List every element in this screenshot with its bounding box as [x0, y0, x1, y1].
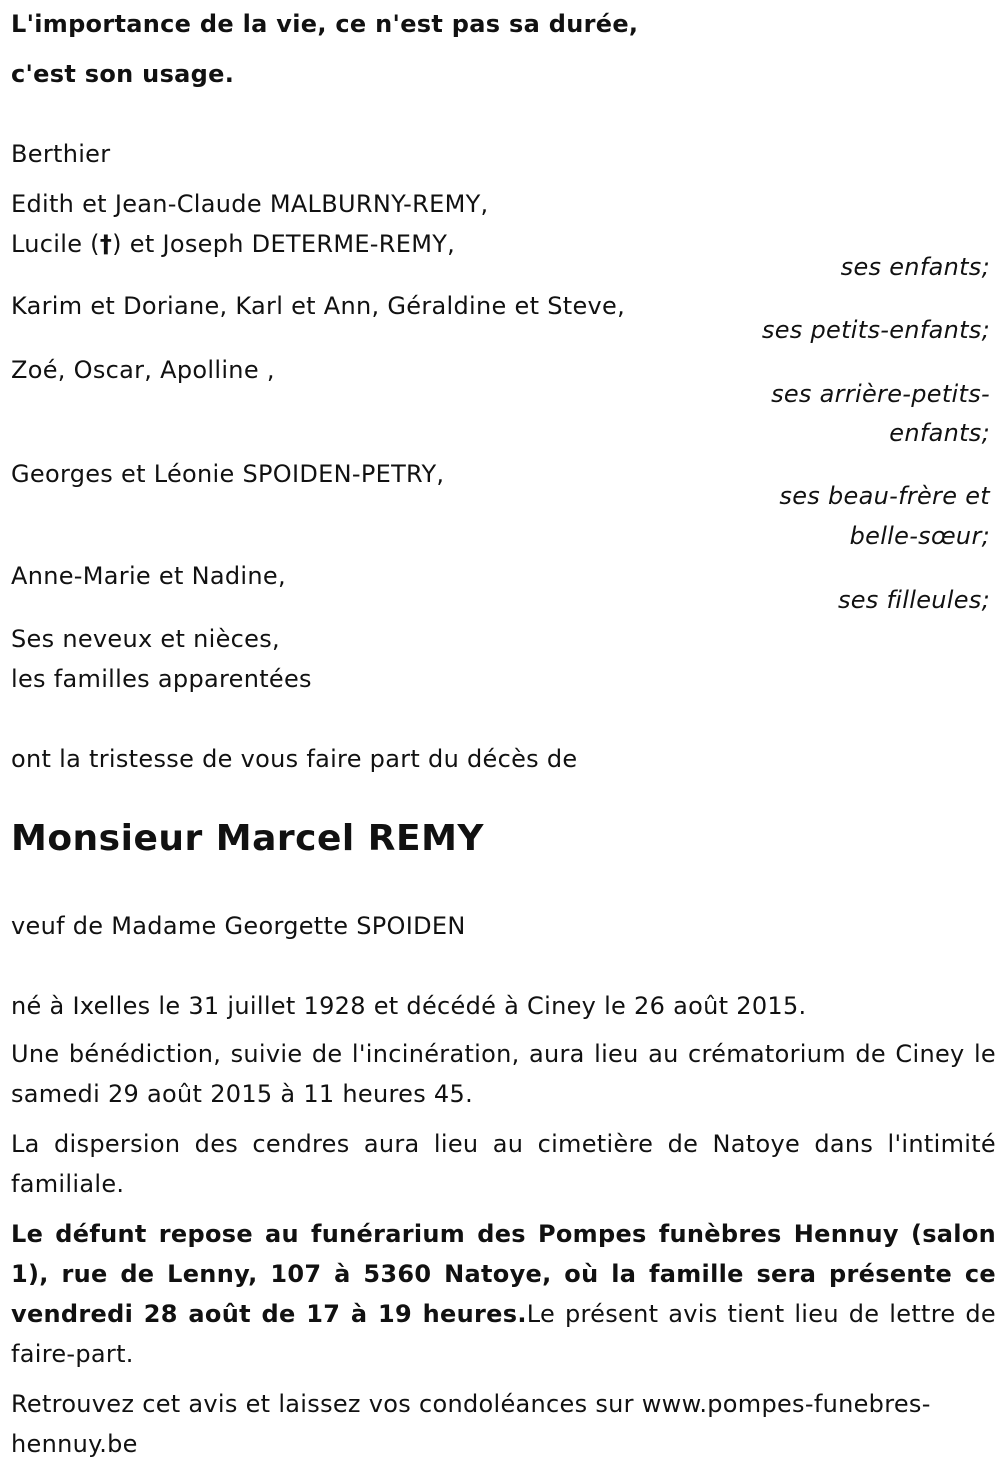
- epigraph-line-1: L'importance de la vie, ce n'est pas sa durée,: [11, 10, 639, 38]
- children-line-2-post: ) et Joseph DETERME-REMY,: [112, 230, 456, 258]
- nephews-nieces: Ses neveux et nièces,: [11, 625, 280, 653]
- great-grandchildren-role-2: enfants;: [889, 419, 990, 447]
- children-role: ses enfants;: [840, 253, 990, 281]
- children-line-2: [11, 230, 455, 258]
- funeral-home-info: [11, 1214, 996, 1374]
- in-laws-role-1: ses beau-frère et: [779, 482, 990, 510]
- in-laws: Georges et Léonie SPOIDEN-PETRY,: [11, 460, 445, 488]
- great-grandchildren: Zoé, Oscar, Apolline ,: [11, 356, 275, 384]
- notice-replaces-letter: Le présent avis tient lieu de lettre de faire-part.: [11, 1300, 996, 1368]
- cross-icon: †: [99, 230, 113, 258]
- in-laws-role-2: belle-sœur;: [849, 522, 990, 550]
- widower-of: veuf de Madame Georgette SPOIDEN: [11, 912, 466, 940]
- grandchildren-role: ses petits-enfants;: [761, 316, 990, 344]
- children-line-2-pre: Lucile (: [11, 230, 100, 258]
- epigraph-line-2: c'est son usage.: [11, 60, 235, 88]
- children-line-1: Edith et Jean-Claude MALBURNY-REMY,: [11, 190, 489, 218]
- grandchildren: Karim et Doriane, Karl et Ann, Géraldine et Steve,: [11, 292, 626, 320]
- family-place: Berthier: [11, 140, 111, 168]
- ash-dispersion-info: La dispersion des cendres aura lieu au cimetière de Natoye dans l'intimité familiale.: [11, 1130, 996, 1198]
- ceremony-info: Une bénédiction, suivie de l'incinération, aura lieu au crématorium de Ciney le samedi 29 août 2015 à 11 heures 45.: [11, 1040, 996, 1108]
- great-grandchildren-role-1: ses arrière-petits-: [771, 380, 990, 408]
- announcement-text: ont la tristesse de vous faire part du décès de: [11, 745, 578, 773]
- condolences-info: Retrouvez cet avis et laissez vos condoléances sur www.pompes-funebres-hennuy.be: [11, 1390, 931, 1458]
- funeral-home-bold: Le défunt repose au funérarium des Pompes funèbres Hennuy (salon 1), rue de Lenny, 107 à 5360 Natoye, où la famille sera présente ce vendredi 28 août de 17 à 19 heures.: [11, 1220, 996, 1328]
- deceased-name: Monsieur Marcel REMY: [11, 818, 484, 859]
- birth-death-info: né à Ixelles le 31 juillet 1928 et décédé à Ciney le 26 août 2015.: [11, 992, 807, 1020]
- related-families: les familles apparentées: [11, 665, 312, 693]
- goddaughters: Anne-Marie et Nadine,: [11, 562, 286, 590]
- goddaughters-role: ses filleules;: [837, 586, 990, 614]
